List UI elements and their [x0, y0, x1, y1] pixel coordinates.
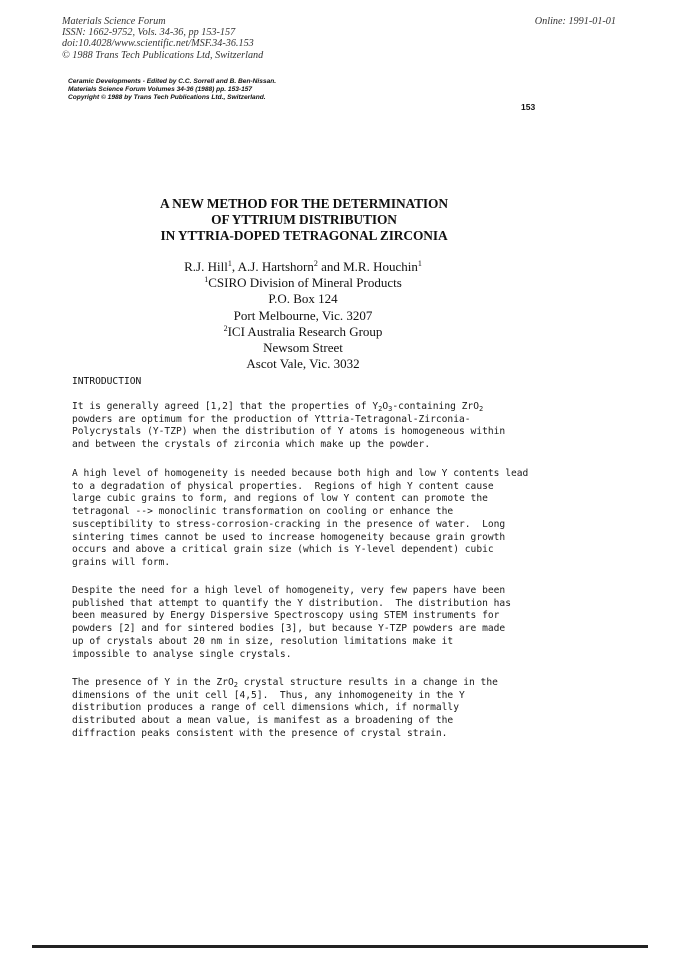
- affiliation-mark: 2: [223, 323, 228, 333]
- issn-pages: ISSN: 1662-9752, Vols. 34-36, pp 153-157: [62, 27, 236, 39]
- affiliation-2-city: Ascot Vale, Vic. 3032: [246, 356, 360, 372]
- affiliation-mark: 1: [417, 259, 422, 268]
- text-line: been measured by Energy Dispersive Spectroscopy using STEM instruments for: [72, 610, 500, 622]
- affiliation-2-street: Newsom Street: [263, 340, 343, 356]
- publication-line-2: Materials Science Forum Volumes 34-36 (1988) pp. 153-157: [68, 86, 253, 94]
- text-line: and between the crystals of zirconia which make up the powder.: [72, 439, 431, 451]
- footer-rule: [32, 945, 648, 948]
- affiliation-mark: 2: [313, 259, 318, 268]
- author-hartshorn: , A.J. Hartshorn: [231, 259, 314, 274]
- affiliation-1-city: Port Melbourne, Vic. 3207: [233, 307, 373, 323]
- text-line: Despite the need for a high level of homogeneity, very few papers have been: [72, 585, 506, 596]
- text-line: tetragonal --> monoclinic transformation on cooling or enhance the: [72, 506, 454, 518]
- text-line: A high level of homogeneity is needed because both high and low Y contents lead: [72, 468, 529, 479]
- paragraph-4: [72, 677, 642, 741]
- title-line-1: A NEW METHOD FOR THE DETERMINATION: [160, 196, 448, 211]
- text-line: powders are optimum for the production of Yttria-Tetragonal-Zirconia-: [72, 413, 471, 425]
- affiliation-1-box: P.O. Box 124: [268, 291, 338, 307]
- text-line: It is generally agreed [1,2] that the properties of $Y_2O_3$-containing ZrO$_2$: [72, 401, 484, 413]
- section-heading-introduction: INTRODUCTION: [72, 376, 142, 387]
- author-list: [120, 259, 486, 275]
- paper-title: [60, 196, 548, 244]
- publication-line-3: Copyright © 1988 by Trans Tech Publications Ltd., Switzerland.: [68, 94, 266, 102]
- title-line-3: IN YTTRIA-DOPED TETRAGONAL ZIRCONIA: [160, 228, 448, 243]
- doi-link[interactable]: doi:10.4028/www.scientific.net/MSF.34-36.153: [62, 38, 254, 50]
- page-number: 153: [521, 102, 536, 112]
- authors-affiliations: [120, 259, 486, 372]
- text-line: dimensions of the unit cell [4,5]. Thus, any inhomogeneity in the Y: [72, 689, 465, 701]
- author-houchin: and M.R. Houchin: [317, 259, 418, 274]
- text-line: sintering times cannot be used to increase homogeneity because grain growth: [72, 531, 506, 543]
- text-line: powders [2] and for sintered bodies [3], but because Y-TZP powders are made: [72, 623, 506, 635]
- affiliation-mark: 1: [204, 275, 209, 285]
- publication-block: [68, 78, 388, 103]
- paragraph-1: [72, 401, 642, 452]
- text-line: distribution produces a range of cell dimensions which, if normally: [72, 702, 459, 714]
- text-line: impossible to analyse single crystals.: [72, 648, 292, 660]
- text-line: grains will form.: [72, 556, 171, 568]
- text-line: Polycrystals (Y-TZP) when the distribution of Y atoms is homogeneous within: [72, 426, 506, 438]
- publication-line-1: Ceramic Developments - Edited by C.C. Sorrell and B. Ben-Nissan.: [68, 78, 277, 85]
- paragraph-2: [72, 468, 642, 570]
- text-line: susceptibility to stress-corrosion-cracking in the presence of water. Long: [72, 518, 506, 530]
- online-header: [62, 16, 622, 61]
- affiliation-1-name: $^1$CSIRO Division of Mineral Products: [204, 275, 402, 291]
- text-line: to a degradation of physical properties. Regions of high Y content cause: [72, 480, 494, 492]
- affiliation-2-name: $^2$ICI Australia Research Group: [223, 323, 383, 339]
- text-line: The presence of Y in the ZrO$_2$ crystal structure results in a change in the: [72, 677, 498, 689]
- text-line: distributed about a mean value, is manifest as a broadening of the: [72, 715, 454, 727]
- text-line: published that attempt to quantify the Y distribution. The distribution has: [72, 597, 511, 609]
- journal-name: Materials Science Forum: [62, 16, 166, 27]
- text-line: large cubic grains to form, and regions of low Y content can promote the: [72, 493, 488, 505]
- affiliation-mark: 1: [227, 259, 232, 268]
- text-line: occurs and above a critical grain size (which is Y-level dependent) cubic: [72, 544, 494, 556]
- text-line: diffraction peaks consistent with the presence of crystal strain.: [72, 727, 448, 739]
- author-hill: R.J. Hill: [184, 259, 228, 274]
- copyright-line: © 1988 Trans Tech Publications Ltd, Switzerland: [62, 49, 264, 61]
- text-line: up of crystals about 20 nm in size, resolution limitations make it: [72, 635, 454, 647]
- title-line-2: OF YTTRIUM DISTRIBUTION: [211, 212, 397, 227]
- online-date: Online: 1991-01-01: [534, 16, 616, 27]
- paragraph-3: [72, 585, 642, 661]
